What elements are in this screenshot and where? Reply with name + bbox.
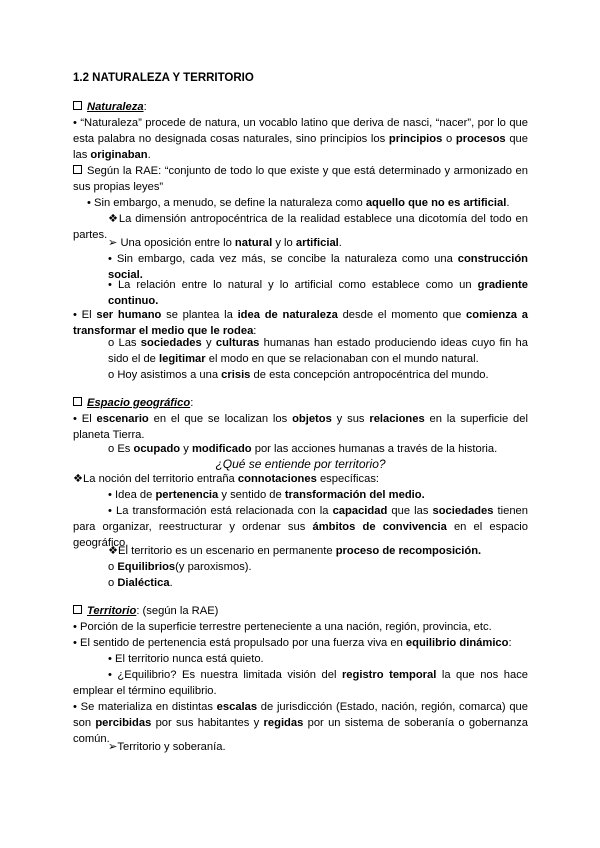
naturaleza-paragraph-1: • “Naturaleza” procede de natura, un vocablo latino que deriva de nasci, “nacer”, por lo que esta palabra no designada cosas naturales, sino principios los principios o procesos que las originaban. bbox=[73, 117, 528, 161]
espacio-pertenencia: • Idea de pertenencia y sentido de transformación del medio. bbox=[108, 489, 425, 501]
territorio-escalas: • Se materializa en distintas escalas de jurisdicción (Estado, nación, región, comarca) que son percibidas por sus habitantes y regidas por un sistema de soberanía o gobernanza común. bbox=[73, 701, 529, 745]
checkbox-bullet-icon bbox=[73, 397, 82, 406]
espacio-transformacion: • La transformación está relacionada con la capacidad que las sociedades tienen para organizar, reestructurar y ordenar sus ámbitos de convivencia en el espacio geográfico. bbox=[73, 505, 529, 549]
naturaleza-dicotomia: ❖La dimensión antropocéntrica de la realidad establece una dicotomía del todo en partes. bbox=[73, 213, 528, 241]
naturaleza-rae-definition: Según la RAE: “conjunto de todo lo que existe y que está determinado y armonizado en sus propias leyes” bbox=[73, 165, 528, 193]
territorio-porcion: • Porción de la superficie terrestre perteneciente a una nación, región, provincia, etc. bbox=[73, 621, 492, 633]
espacio-connotaciones: ❖La noción del territorio entraña connotaciones específicas: bbox=[73, 473, 380, 485]
naturaleza-artificial-line: • Sin embargo, a menudo, se define la naturaleza como aquello que no es artificial. bbox=[87, 197, 510, 209]
territorio-question: ¿Qué se entiende por territorio? bbox=[215, 457, 386, 471]
territorio-quieto: • El territorio nunca está quieto. bbox=[108, 653, 264, 665]
territorio-equilibrio: • ¿Equilibrio? Es nuestra limitada visión del registro temporal la que nos hace emplear el término equilibrio. bbox=[73, 669, 529, 697]
territorio-soberania: ➢Territorio y soberanía. bbox=[108, 741, 226, 753]
naturaleza-heading: Naturaleza: bbox=[73, 99, 528, 115]
naturaleza-crisis: o Hoy asistimos a una crisis de esta concepción antropocéntrica del mundo. bbox=[108, 369, 489, 381]
naturaleza-gradiente: • La relación entre lo natural y lo artificial como establece como un gradiente continuo. bbox=[108, 279, 528, 307]
espacio-ocupado: o Es ocupado y modificado por las acciones humanas a través de la historia. bbox=[108, 443, 498, 455]
territorio-pertenencia: • El sentido de pertenencia está propulsado por una fuerza viva en equilibrio dinámico: bbox=[73, 637, 512, 649]
espacio-dialectica: o Dialéctica. bbox=[108, 577, 173, 589]
naturaleza-oposicion: ➢ Una oposición entre lo natural y lo artificial. bbox=[108, 237, 342, 249]
naturaleza-ser-humano: • El ser humano se plantea la idea de naturaleza desde el momento que comienza a transformar el medio que le rodea: bbox=[73, 309, 528, 337]
espacio-equilibrios: o Equilibrios(y paroxismos). bbox=[108, 561, 252, 573]
checkbox-bullet-icon bbox=[73, 605, 82, 614]
espacio-recomposicion: ❖El territorio es un escenario en permanente proceso de recomposición. bbox=[108, 545, 482, 557]
naturaleza-sociedades: o Las sociedades y culturas humanas han estado produciendo ideas cuyo fin ha sido el de legitimar el modo en que se relacionaban con el mundo natural. bbox=[108, 337, 528, 365]
checkbox-bullet-icon bbox=[73, 165, 82, 174]
checkbox-bullet-icon bbox=[73, 101, 82, 110]
espacio-escenario: • El escenario en el que se localizan los objetos y sus relaciones en la superficie del planeta Tierra. bbox=[73, 413, 528, 441]
territorio-heading: Territorio: (según la RAE) bbox=[73, 603, 528, 619]
espacio-heading: Espacio geográfico: bbox=[73, 395, 528, 411]
naturaleza-construccion-social: • Sin embargo, cada vez más, se concibe la naturaleza como una construcción social. bbox=[108, 253, 528, 281]
section-title: 1.2 NATURALEZA Y TERRITORIO bbox=[73, 72, 254, 84]
